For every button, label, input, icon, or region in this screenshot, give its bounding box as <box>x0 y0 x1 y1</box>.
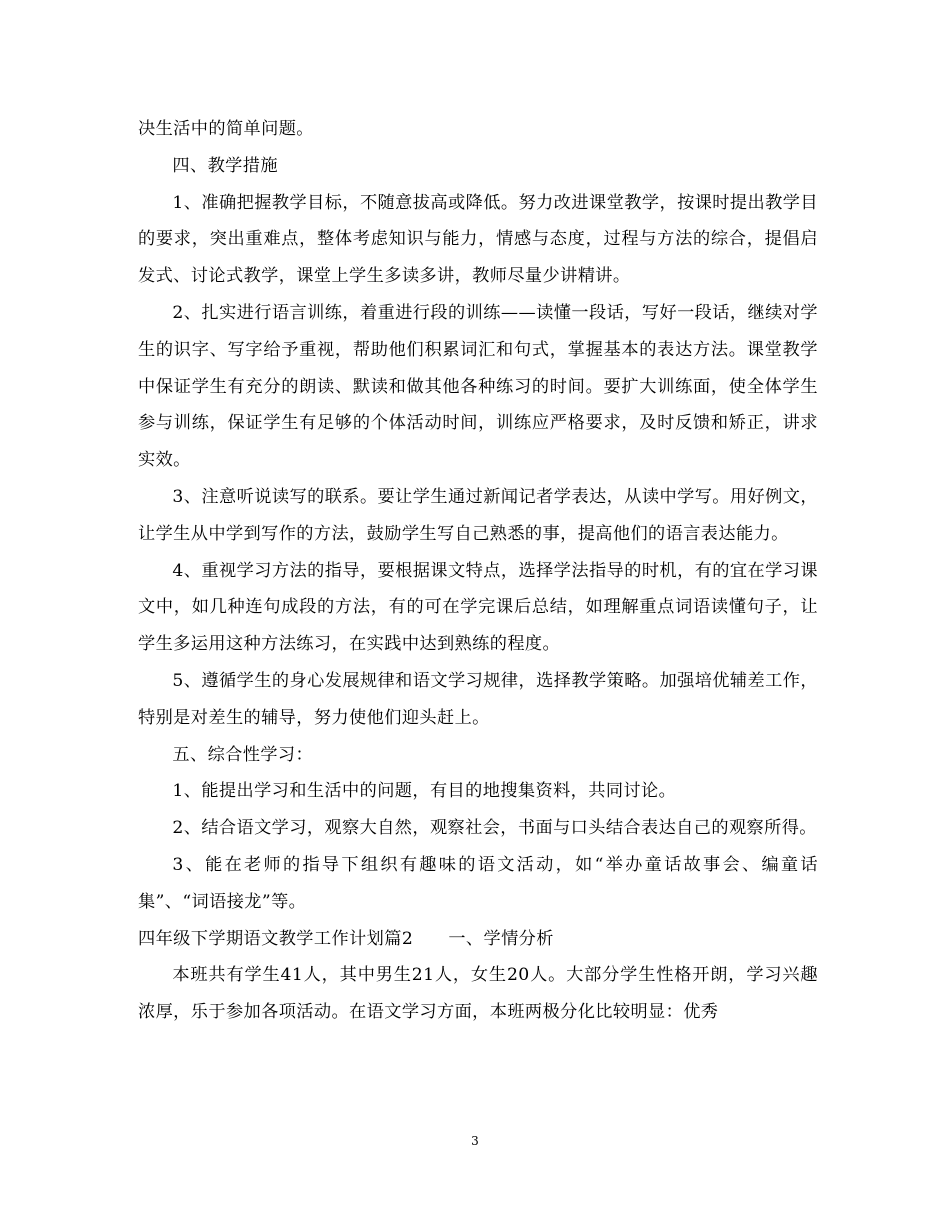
paragraph: 2、扎实进行语言训练，着重进行段的训练——读懂一段话，写好一段话，继续对学生的识字、写字给予重视，帮助他们积累词汇和句式，掌握基本的表达方法。课堂教学中保证学生有充分的朗读、默读和做其他各种练习的时间。要扩大训练面，使全体学生参与训练，保证学生有足够的个体活动时间，训练应严格要求，及时反馈和矫正，讲求实效。 <box>138 302 818 471</box>
section-heading-comprehensive-learning: 五、综合性学习： <box>172 744 314 765</box>
paragraph: 1、准确把握教学目标，不随意拔高或降低。努力改进课堂教学，按课时提出教学目的要求，突出重难点，整体考虑知识与能力，情感与态度，过程与方法的综合，提倡启发式、讨论式教学，课堂上学生多读多讲，教师尽量少讲精讲。 <box>138 192 818 287</box>
section-heading-teaching-measures: 四、教学措施 <box>172 155 278 176</box>
paragraph: 3、注意听说读写的联系。要让学生通过新闻记者学表达，从读中学写。用好例文，让学生从中学到写作的方法，鼓励学生写自己熟悉的事，提高他们的语言表达能力。 <box>138 486 818 544</box>
document-body <box>138 111 818 1031</box>
paragraph: 1、能提出学习和生活中的问题，有目的地搜集资料，共同讨论。 <box>172 781 677 802</box>
paragraph: 5、遵循学生的身心发展规律和语文学习规律，选择教学策略。加强培优辅差工作，特别是对差生的辅导，努力使他们迎头赶上。 <box>138 670 818 728</box>
paragraph: 决生活中的简单问题。 <box>138 119 314 139</box>
paragraph: 4、重视学习方法的指导，要根据课文特点，选择学法指导的时机，有的宜在学习课文中，如几种连句成段的方法，有的可在学完课后总结，如理解重点词语读懂句子，让学生多运用这种方法练习，在实践中达到熟练的程度。 <box>138 560 818 655</box>
paragraph: 3、能在老师的指导下组织有趣味的语文活动，如“举办童话故事会、编童话集”、“词语接龙”等。 <box>138 854 818 912</box>
page-number: 3 <box>471 1134 479 1148</box>
paragraph: 本班共有学生41人，其中男生21人，女生20人。大部分学生性格开朗，学习兴趣浓厚，乐于参加各项活动。在语文学习方面，本班两极分化比较明显：优秀 <box>138 965 818 1023</box>
article-title-line: 四年级下学期语文教学工作计划篇2 一、学情分析 <box>138 928 554 949</box>
paragraph: 2、结合语文学习，观察大自然，观察社会，书面与口头结合表达自己的观察所得。 <box>172 818 817 839</box>
